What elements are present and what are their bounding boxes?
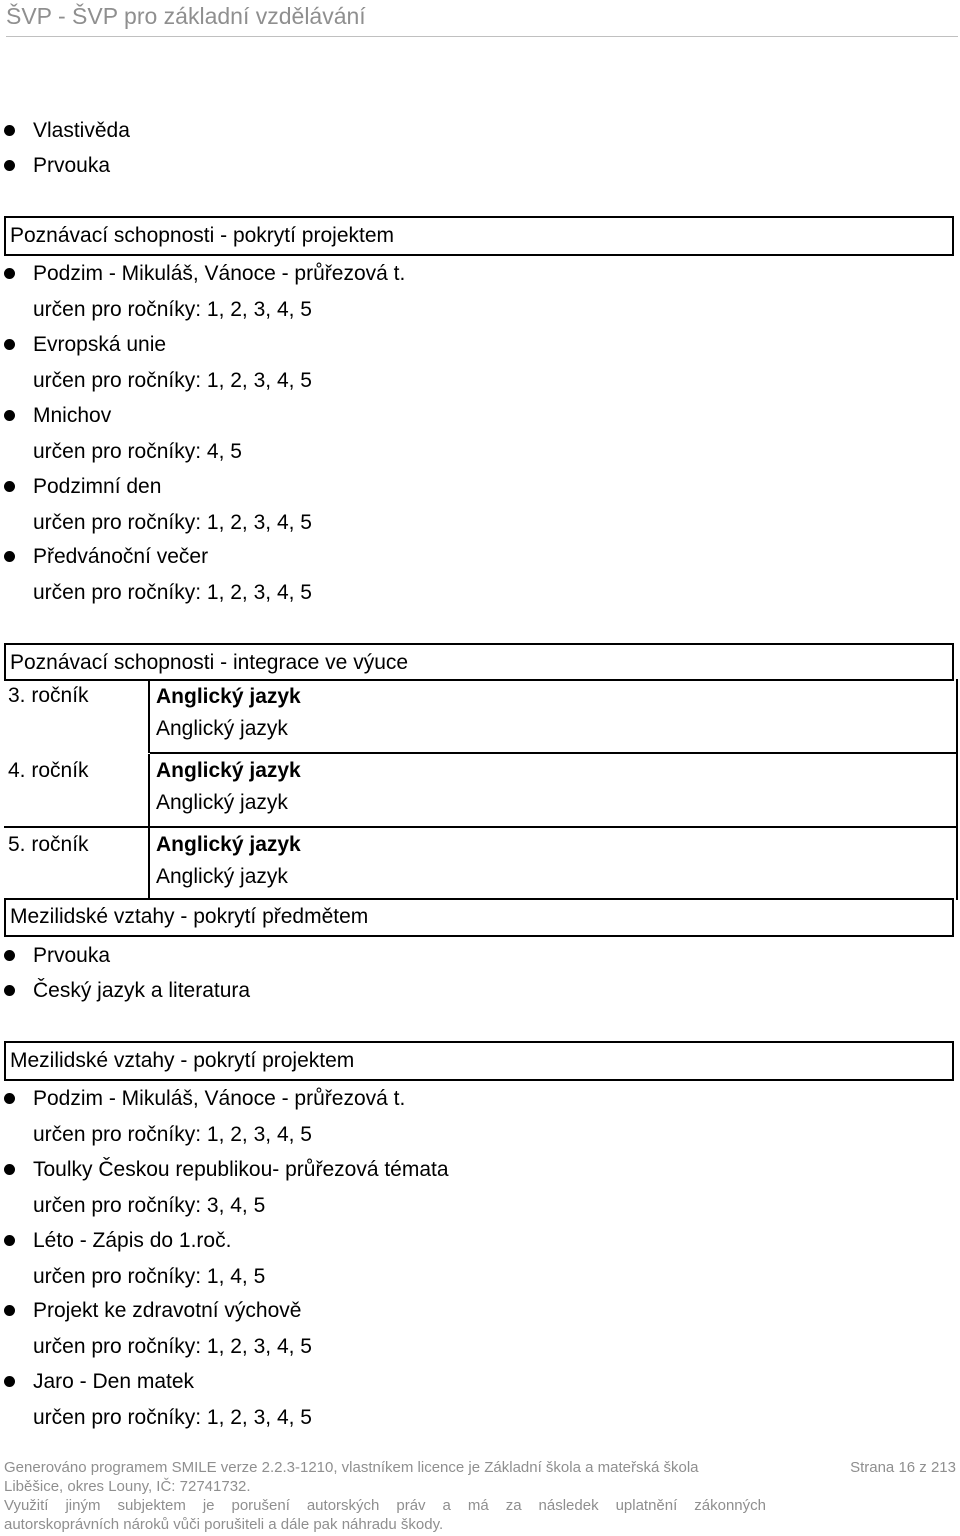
project-grades: určen pro ročníky: 1, 2, 3, 4, 5: [33, 369, 312, 392]
bullet-icon: [4, 1093, 15, 1104]
subject-name: Anglický jazyk: [156, 833, 301, 856]
footer-licensee-text: Liběšice, okres Louny, IČ: 72741732.: [4, 1478, 251, 1495]
project-name: Toulky Českou republikou- průřezová témata: [33, 1158, 449, 1181]
table-row: [4, 679, 958, 753]
project-name: Evropská unie: [33, 333, 167, 356]
footer-generator-text: Generováno programem SMILE verze 2.2.3-1210, vlastníkem licence je Základní škola a mateřská škola: [4, 1459, 699, 1476]
table-row: [4, 828, 958, 900]
bullet-icon: [4, 160, 15, 171]
bullet-icon: [4, 125, 15, 136]
project-name: Podzimní den: [33, 475, 162, 498]
bullet-icon: [4, 481, 15, 492]
integration-table: [4, 679, 958, 900]
project-name: Jaro - Den matek: [33, 1370, 195, 1393]
bullet-icon: [4, 339, 15, 350]
bullet-icon: [4, 551, 15, 562]
subject-detail: Anglický jazyk: [156, 717, 288, 740]
project-name: Podzim - Mikuláš, Vánoce - průřezová t.: [33, 262, 406, 285]
list-item-label: Český jazyk a literatura: [33, 979, 251, 1002]
project-name: Mnichov: [33, 404, 112, 427]
subject-name: Anglický jazyk: [156, 685, 301, 708]
subject-detail: Anglický jazyk: [156, 865, 288, 888]
project-name: Předvánoční večer: [33, 545, 209, 568]
list-item-label: Prvouka: [33, 154, 111, 177]
page-footer: [4, 1458, 958, 1534]
bullet-icon: [4, 1305, 15, 1316]
section-heading: Poznávací schopnosti - integrace ve výuce: [4, 643, 954, 681]
grade-label: 3. ročník: [8, 684, 89, 707]
bullet-icon: [4, 268, 15, 279]
project-grades: určen pro ročníky: 3, 4, 5: [33, 1194, 266, 1217]
bullet-icon: [4, 410, 15, 421]
section-heading: Mezilidské vztahy - pokrytí předmětem: [4, 898, 954, 937]
subject-detail: Anglický jazyk: [156, 791, 288, 814]
grade-label: 4. ročník: [8, 759, 89, 782]
project-grades: určen pro ročníky: 1, 2, 3, 4, 5: [33, 1123, 312, 1146]
page-number: Strana 16 z 213: [850, 1459, 956, 1476]
project-grades: určen pro ročníky: 1, 2, 3, 4, 5: [33, 1406, 312, 1429]
bullet-icon: [4, 985, 15, 996]
bullet-icon: [4, 950, 15, 961]
table-row: [4, 754, 958, 827]
section-heading: Mezilidské vztahy - pokrytí projektem: [4, 1041, 954, 1081]
project-name: Projekt ke zdravotní výchově: [33, 1299, 302, 1322]
bullet-icon: [4, 1235, 15, 1246]
footer-copyright-text: autorskoprávních nároků vůči porušiteli a dále pak náhradu škody.: [4, 1516, 444, 1533]
bullet-icon: [4, 1376, 15, 1387]
project-name: Léto - Zápis do 1.roč.: [33, 1229, 232, 1252]
project-grades: určen pro ročníky: 1, 2, 3, 4, 5: [33, 581, 312, 604]
project-grades: určen pro ročníky: 4, 5: [33, 440, 242, 463]
grade-label: 5. ročník: [8, 833, 89, 856]
section-heading: Poznávací schopnosti - pokrytí projektem: [4, 216, 954, 256]
subject-name: Anglický jazyk: [156, 759, 301, 782]
project-grades: určen pro ročníky: 1, 2, 3, 4, 5: [33, 511, 312, 534]
project-grades: určen pro ročníky: 1, 4, 5: [33, 1265, 266, 1288]
document-title: ŠVP - ŠVP pro základní vzdělávání: [6, 3, 366, 29]
footer-copyright-line: Využití jiným subjektem je porušení autorských práv a má za následek uplatnění zákonných: [4, 1497, 766, 1514]
list-item-label: Vlastivěda: [33, 119, 130, 142]
bullet-icon: [4, 1164, 15, 1175]
project-grades: určen pro ročníky: 1, 2, 3, 4, 5: [33, 298, 312, 321]
page-header: [6, 2, 958, 37]
list-item-label: Prvouka: [33, 944, 111, 967]
project-grades: určen pro ročníky: 1, 2, 3, 4, 5: [33, 1335, 312, 1358]
project-name: Podzim - Mikuláš, Vánoce - průřezová t.: [33, 1087, 406, 1110]
